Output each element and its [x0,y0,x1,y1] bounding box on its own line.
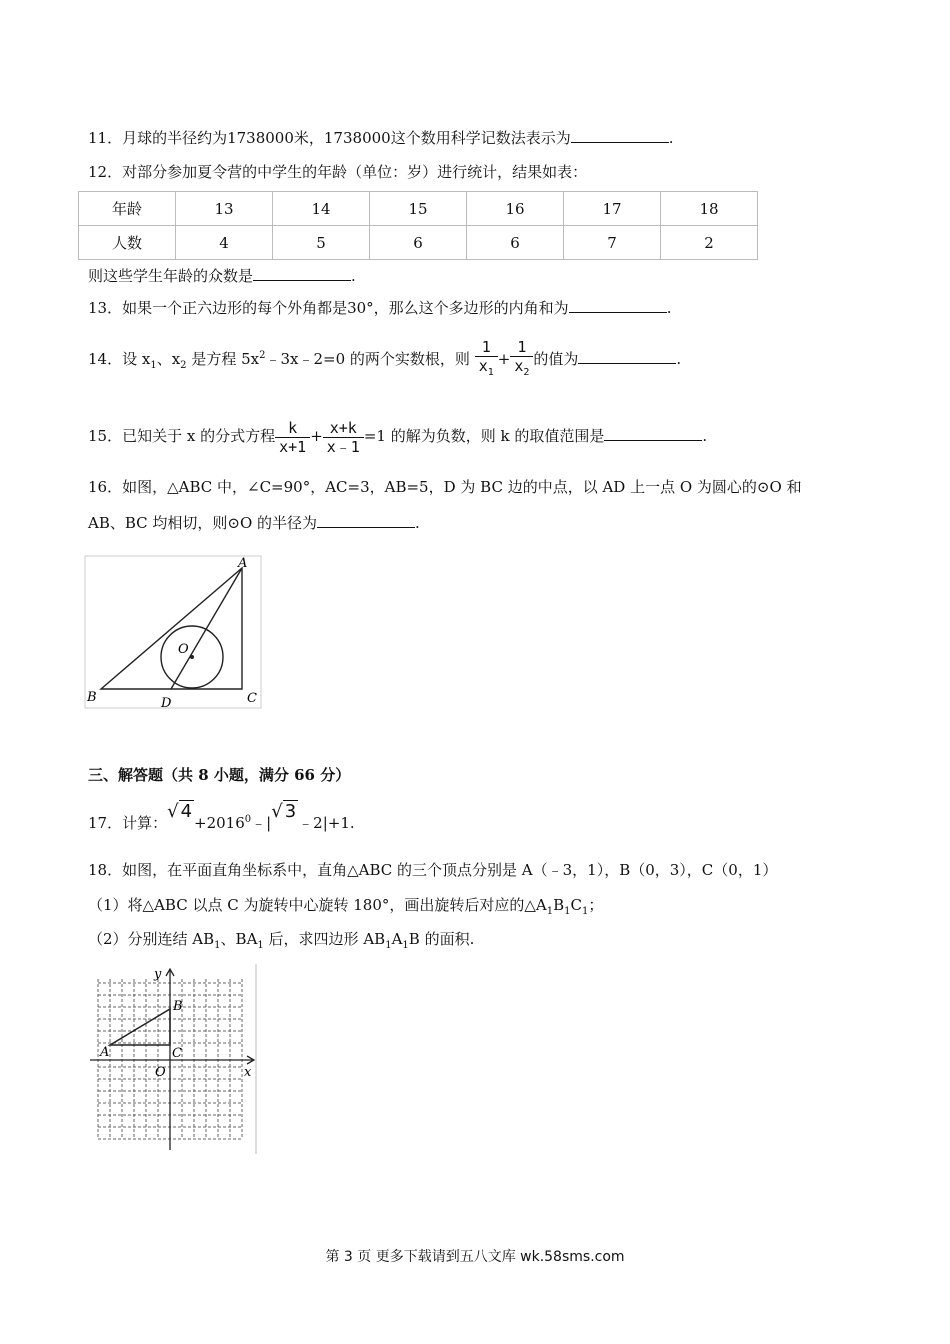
answer-blank [578,349,676,364]
question-12: 12．对部分参加夏令营的中学生的年龄（单位：岁）进行统计，结果如表： [88,163,588,181]
label-a: A [100,1045,110,1060]
question-18-part1: （1）将△ABC 以点 C 为旋转中心旋转 180°，画出旋转后对应的$\triangle A_1B_1C_1$； [88,896,604,917]
question-12-follow: 则这些学生年龄的众数是 . [88,267,356,285]
question-16-line1: 16．如图，△ABC 中，∠C=90°，AC=3，AB=5，D 为 BC 边的中点，以 AD 上一点 O 为圆心的⊙O 和 [88,478,802,496]
answer-blank [569,298,667,313]
triangle-abc [101,568,242,689]
table-row: 人数 4 5 6 6 7 2 [79,226,758,260]
fraction-x-plus-k-over-x-minus-1: $\frac{x+k}{x﹣1}$ [323,419,364,456]
fraction-1-over-x1: $\frac{1}{x_1}$ [475,338,498,382]
answer-blank [317,513,415,528]
question-18-line1: 18．如图，在平面直角坐标系中，直角△ABC 的三个顶点分别是 A（﹣3，1），B（0，3），C（0，1） [88,861,778,879]
label-d: D [161,696,172,710]
fraction-k-over-x-plus-1: $\frac{k}{x+1}$ [275,419,310,456]
fraction-1-over-x2: $\frac{1}{x_2}$ [510,338,533,382]
question-14: 14．设 $x_1$、$x_2$ 是方程 $5x^2﹣3x﹣2=0$ 的两个实数根，则 $\frac{1}{x_1}$ + $\frac{1}{x_2}$ 的值为 . [88,336,681,386]
triangle-figure [84,555,262,710]
label-a: A [238,556,248,571]
page-footer: 第 3 页 更多下载请到五八文库 wk.58sms.com [325,1249,625,1265]
question-11: 11．月球的半径约为1738000米，1738000这个数用科学记数法表示为 . [88,129,674,147]
answer-blank [253,266,351,281]
question-18-part2: （2）分别连结 $AB_1$、$BA_1$ 后，求四边形 $AB_1A_1B$ 的面积. [88,930,475,951]
label-x: x [244,1065,252,1080]
label-c: C [172,1046,182,1061]
label-b: B [173,999,183,1014]
question-15: 15．已知关于 x 的分式方程 $\frac{k}{x+1}$ + $\frac{x+k}{x﹣1}$ =1 的解为负数，则 k 的取值范围是 . [88,418,708,456]
sqrt-3: √ 3 [271,801,297,822]
question-17: 17．计算：√ $4+2016^0﹣|√$ 3﹣2|+1. [88,801,355,832]
question-16-line2: AB、BC 均相切，则⊙O 的半径为 . [88,514,420,532]
triangle-abc [110,1009,170,1045]
question-13: 13．如果一个正六边形的每个外角都是30°，那么这个多边形的内角和为 . [88,299,672,317]
table-row: 年龄 13 14 15 16 17 18 [79,192,758,226]
label-y: y [154,967,162,982]
label-c: C [247,691,257,706]
center-point [190,655,194,659]
label-o: O [178,642,189,657]
answer-blank [604,426,702,441]
answer-blank [571,128,669,143]
label-o: O [155,1065,166,1080]
age-table [78,191,758,260]
label-b: B [87,690,97,705]
coordinate-grid-figure [86,964,258,1154]
section-heading: 三、解答题（共 8 小题，满分 66 分） [88,766,351,784]
sqrt-4: √ 4 [167,801,193,822]
